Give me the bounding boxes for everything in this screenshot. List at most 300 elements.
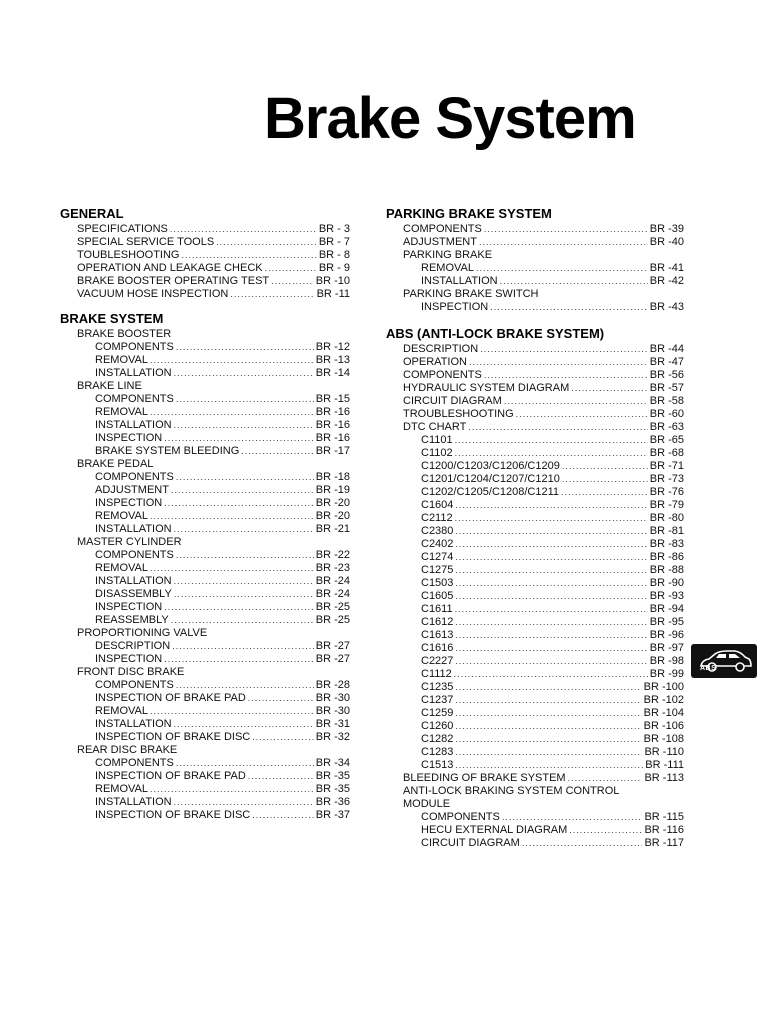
toc-entry[interactable] bbox=[60, 653, 350, 666]
toc-page-number: BR -113 bbox=[644, 772, 684, 784]
toc-page-number: BR -28 bbox=[315, 679, 350, 691]
toc-leader-dots bbox=[490, 301, 648, 314]
toc-leader-dots bbox=[174, 419, 314, 432]
toc-entry[interactable] bbox=[386, 824, 684, 837]
toc-entry bbox=[60, 458, 350, 471]
toc-leader-dots bbox=[455, 499, 647, 512]
toc-entry[interactable] bbox=[386, 551, 684, 564]
toc-leader-dots bbox=[479, 236, 648, 249]
toc-page-number: BR -108 bbox=[643, 733, 684, 745]
toc-entry[interactable] bbox=[60, 393, 350, 406]
toc-leader-dots bbox=[176, 549, 314, 562]
toc-entry-label: CIRCUIT DIAGRAM bbox=[403, 395, 502, 407]
toc-leader-dots bbox=[181, 249, 316, 262]
toc-entry-label: SPECIFICATIONS bbox=[77, 223, 168, 235]
toc-page-number: BR -41 bbox=[649, 262, 684, 274]
toc-entry[interactable] bbox=[386, 395, 684, 408]
toc-leader-dots bbox=[176, 757, 314, 770]
toc-entry-label: C1604 bbox=[421, 499, 454, 511]
toc-page-number: BR -16 bbox=[315, 406, 350, 418]
toc-leader-dots bbox=[216, 236, 317, 249]
toc-entry-list bbox=[60, 223, 350, 301]
toc-page-number: BR -79 bbox=[649, 499, 684, 511]
toc-entry[interactable] bbox=[386, 301, 684, 314]
toc-page-number: BR -20 bbox=[315, 510, 350, 522]
toc-leader-dots bbox=[176, 393, 314, 406]
toc-entry[interactable] bbox=[60, 275, 350, 288]
toc-page-number: BR -95 bbox=[649, 616, 684, 628]
toc-entry-label: MODULE bbox=[403, 798, 451, 810]
toc-entry-label: BRAKE LINE bbox=[77, 380, 142, 392]
toc-entry[interactable] bbox=[60, 341, 350, 354]
toc-page-number: BR -42 bbox=[649, 275, 684, 287]
toc-page-number: BR -16 bbox=[315, 432, 350, 444]
toc-leader-dots bbox=[174, 588, 314, 601]
toc-entry[interactable] bbox=[60, 471, 350, 484]
toc-leader-dots bbox=[455, 707, 641, 720]
toc-entry bbox=[386, 785, 684, 798]
toc-entry-label: REMOVAL bbox=[95, 705, 148, 717]
toc-page-number: BR -23 bbox=[315, 562, 350, 574]
toc-leader-dots bbox=[176, 341, 314, 354]
toc-page-number: BR -99 bbox=[649, 668, 684, 680]
toc-entry-label: REMOVAL bbox=[95, 406, 148, 418]
toc-leader-dots bbox=[484, 369, 648, 382]
toc-entry-label: ANTI-LOCK BRAKING SYSTEM CONTROL bbox=[403, 785, 620, 797]
toc-entry[interactable] bbox=[60, 510, 350, 523]
toc-page-number: BR -76 bbox=[649, 486, 684, 498]
toc-entry[interactable] bbox=[386, 746, 684, 759]
toc-entry-label: ADJUSTMENT bbox=[403, 236, 477, 248]
toc-leader-dots bbox=[150, 783, 314, 796]
toc-leader-dots bbox=[455, 603, 648, 616]
toc-page-number: BR - 8 bbox=[318, 249, 350, 261]
toc-entry[interactable] bbox=[386, 275, 684, 288]
toc-page-number: BR -43 bbox=[649, 301, 684, 313]
toc-entry-label: OPERATION bbox=[403, 356, 467, 368]
toc-entry-label: CIRCUIT DIAGRAM bbox=[421, 837, 520, 849]
toc-entry-label: ADJUSTMENT bbox=[95, 484, 169, 496]
toc-entry-label: BRAKE SYSTEM BLEEDING bbox=[95, 445, 240, 457]
toc-entry-label: BLEEDING OF BRAKE SYSTEM bbox=[403, 772, 566, 784]
toc-page-number: BR -25 bbox=[315, 601, 350, 613]
toc-entry[interactable] bbox=[60, 640, 350, 653]
toc-entry-label: TROUBLESHOOTING bbox=[403, 408, 514, 420]
toc-page-number: BR -21 bbox=[315, 523, 350, 535]
toc-leader-dots bbox=[455, 616, 647, 629]
toc-entry bbox=[386, 288, 684, 301]
toc-entry[interactable] bbox=[386, 811, 684, 824]
toc-page-number: BR -110 bbox=[644, 746, 684, 758]
toc-entry-label: C1101 bbox=[421, 434, 453, 446]
toc-entry-label: REMOVAL bbox=[95, 562, 148, 574]
toc-leader-dots bbox=[174, 523, 314, 536]
toc-entry-label: REMOVAL bbox=[95, 354, 148, 366]
toc-entry-label: INSTALLATION bbox=[95, 796, 172, 808]
toc-entry-label: COMPONENTS bbox=[403, 369, 482, 381]
toc-leader-dots bbox=[248, 770, 314, 783]
toc-entry-label: C1201/C1204/C1207/C1210 bbox=[421, 473, 560, 485]
toc-entry[interactable] bbox=[386, 421, 684, 434]
toc-entry-label: COMPONENTS bbox=[95, 341, 174, 353]
toc-page-number: BR -37 bbox=[315, 809, 350, 821]
toc-page-number: BR -10 bbox=[315, 275, 350, 287]
toc-entry[interactable] bbox=[60, 718, 350, 731]
toc-entry-label: HYDRAULIC SYSTEM DIAGRAM bbox=[403, 382, 570, 394]
toc-entry-label: DESCRIPTION bbox=[403, 343, 479, 355]
toc-leader-dots bbox=[569, 824, 642, 837]
toc-entry-list bbox=[386, 343, 684, 850]
toc-leader-dots bbox=[455, 694, 641, 707]
toc-leader-dots bbox=[480, 343, 648, 356]
toc-entry[interactable] bbox=[386, 681, 684, 694]
toc-entry-label: PARKING BRAKE SWITCH bbox=[403, 288, 539, 300]
toc-leader-dots bbox=[176, 679, 314, 692]
toc-page-number: BR -16 bbox=[315, 419, 350, 431]
toc-entry bbox=[60, 380, 350, 393]
toc-entry[interactable] bbox=[386, 668, 684, 681]
toc-leader-dots bbox=[455, 525, 647, 538]
toc-entry[interactable] bbox=[60, 223, 350, 236]
toc-entry[interactable] bbox=[60, 262, 350, 275]
toc-entry[interactable] bbox=[386, 577, 684, 590]
toc-entry-label: COMPONENTS bbox=[421, 811, 500, 823]
toc-page-number: BR -30 bbox=[315, 705, 350, 717]
toc-entry-label: DESCRIPTION bbox=[95, 640, 171, 652]
toc-entry-label: C2112 bbox=[421, 512, 453, 524]
toc-entry-label: C1275 bbox=[421, 564, 454, 576]
toc-page-number: BR -100 bbox=[643, 681, 684, 693]
toc-page-number: BR -17 bbox=[315, 445, 350, 457]
section-title: PARKING BRAKE SYSTEM bbox=[386, 206, 552, 221]
toc-entry-label: C1282 bbox=[421, 733, 454, 745]
toc-entry-label: HECU EXTERNAL DIAGRAM bbox=[421, 824, 568, 836]
toc-entry[interactable] bbox=[386, 538, 684, 551]
toc-entry[interactable] bbox=[60, 770, 350, 783]
toc-entry[interactable] bbox=[386, 525, 684, 538]
toc-page-number: BR -24 bbox=[315, 588, 350, 600]
toc-entry[interactable] bbox=[386, 720, 684, 733]
toc-entry-label: C1112 bbox=[421, 668, 452, 680]
toc-entry-label: PARKING BRAKE bbox=[403, 249, 493, 261]
toc-leader-dots bbox=[468, 421, 647, 434]
toc-entry-label: INSPECTION bbox=[95, 432, 163, 444]
toc-entry-label: MASTER CYLINDER bbox=[77, 536, 182, 548]
toc-leader-dots bbox=[455, 590, 647, 603]
toc-entry[interactable] bbox=[60, 236, 350, 249]
toc-entry[interactable] bbox=[60, 549, 350, 562]
toc-entry[interactable] bbox=[386, 655, 684, 668]
toc-entry[interactable] bbox=[386, 262, 684, 275]
toc-entry-label: C2402 bbox=[421, 538, 454, 550]
toc-entry-label: COMPONENTS bbox=[95, 471, 174, 483]
toc-page-number: BR -116 bbox=[644, 824, 684, 836]
toc-leader-dots bbox=[150, 705, 314, 718]
toc-entry[interactable] bbox=[386, 223, 684, 236]
toc-leader-dots bbox=[164, 432, 314, 445]
toc-leader-dots bbox=[455, 746, 642, 759]
toc-leader-dots bbox=[571, 382, 648, 395]
toc-entry[interactable] bbox=[386, 434, 684, 447]
toc-leader-dots bbox=[172, 640, 314, 653]
toc-page-number: BR -96 bbox=[649, 629, 684, 641]
section-tab-badge[interactable] bbox=[691, 644, 757, 678]
toc-leader-dots bbox=[150, 354, 314, 367]
toc-leader-dots bbox=[271, 275, 314, 288]
toc-leader-dots bbox=[500, 275, 648, 288]
section-title: ABS (ANTI-LOCK BRAKE SYSTEM) bbox=[386, 326, 605, 341]
toc-entry-label: PROPORTIONING VALVE bbox=[77, 627, 208, 639]
toc-leader-dots bbox=[150, 406, 314, 419]
toc-entry[interactable] bbox=[60, 367, 350, 380]
toc-entry-label: C2380 bbox=[421, 525, 454, 537]
toc-entry-label: REAR DISC BRAKE bbox=[77, 744, 178, 756]
toc-entry-label: C1259 bbox=[421, 707, 454, 719]
toc-entry[interactable] bbox=[386, 356, 684, 369]
toc-entry-label: COMPONENTS bbox=[403, 223, 482, 235]
toc-entry[interactable] bbox=[386, 603, 684, 616]
toc-entry-label: C1260 bbox=[421, 720, 454, 732]
toc-entry-label: DTC CHART bbox=[403, 421, 467, 433]
toc-entry[interactable] bbox=[386, 759, 684, 772]
toc-page-number: BR -35 bbox=[315, 770, 350, 782]
toc-entry-label: INSPECTION bbox=[95, 653, 163, 665]
toc-entry[interactable] bbox=[60, 588, 350, 601]
toc-entry[interactable] bbox=[60, 354, 350, 367]
toc-entry-label: INSPECTION bbox=[95, 497, 163, 509]
toc-entry[interactable] bbox=[60, 796, 350, 809]
toc-entry-label: INSPECTION OF BRAKE PAD bbox=[95, 692, 246, 704]
toc-leader-dots bbox=[174, 575, 314, 588]
toc-entry-label: C1283 bbox=[421, 746, 454, 758]
toc-leader-dots bbox=[455, 512, 648, 525]
toc-leader-dots bbox=[150, 562, 314, 575]
toc-entry[interactable] bbox=[386, 382, 684, 395]
toc-page-number: BR -86 bbox=[649, 551, 684, 563]
toc-entry[interactable] bbox=[386, 343, 684, 356]
toc-page-number: BR -14 bbox=[315, 367, 350, 379]
toc-entry[interactable] bbox=[386, 447, 684, 460]
toc-page-number: BR -102 bbox=[643, 694, 684, 706]
toc-leader-dots bbox=[174, 367, 314, 380]
toc-entry-label: INSTALLATION bbox=[95, 419, 172, 431]
toc-entry[interactable] bbox=[60, 809, 350, 822]
toc-page-number: BR -94 bbox=[649, 603, 684, 615]
toc-page-number: BR -83 bbox=[649, 538, 684, 550]
toc-entry[interactable] bbox=[386, 629, 684, 642]
toc-leader-dots bbox=[455, 447, 648, 460]
toc-entry-label: REMOVAL bbox=[421, 262, 474, 274]
toc-entry[interactable] bbox=[60, 249, 350, 262]
toc-entry[interactable] bbox=[60, 575, 350, 588]
toc-entry bbox=[60, 328, 350, 341]
toc-leader-dots bbox=[171, 614, 314, 627]
toc-page-number: BR -39 bbox=[649, 223, 684, 235]
toc-leader-dots bbox=[455, 655, 647, 668]
toc-entry-label: REMOVAL bbox=[95, 783, 148, 795]
toc-leader-dots bbox=[455, 733, 641, 746]
toc-entry[interactable] bbox=[60, 757, 350, 770]
toc-leader-dots bbox=[455, 759, 643, 772]
toc-entry[interactable] bbox=[386, 408, 684, 421]
toc-section bbox=[60, 310, 350, 822]
toc-entry[interactable] bbox=[386, 772, 684, 785]
toc-entry-label: C1612 bbox=[421, 616, 454, 628]
toc-leader-dots bbox=[455, 642, 647, 655]
toc-entry-label: VACUUM HOSE INSPECTION bbox=[77, 288, 229, 300]
toc-entry[interactable] bbox=[60, 432, 350, 445]
toc-entry[interactable] bbox=[386, 707, 684, 720]
toc-entry[interactable] bbox=[60, 705, 350, 718]
toc-leader-dots bbox=[502, 811, 643, 824]
toc-entry[interactable] bbox=[386, 236, 684, 249]
toc-page-number: BR -111 bbox=[645, 759, 684, 771]
section-title: BRAKE SYSTEM bbox=[60, 311, 164, 326]
toc-entry[interactable] bbox=[386, 564, 684, 577]
toc-entry-label: INSTALLATION bbox=[95, 523, 172, 535]
toc-entry-label: C1102 bbox=[421, 447, 453, 459]
toc-entry bbox=[386, 249, 684, 262]
toc-entry[interactable] bbox=[60, 484, 350, 497]
toc-entry[interactable] bbox=[386, 642, 684, 655]
toc-page-number: BR -93 bbox=[649, 590, 684, 602]
toc-leader-dots bbox=[230, 288, 314, 301]
toc-entry[interactable] bbox=[60, 731, 350, 744]
toc-entry[interactable] bbox=[60, 497, 350, 510]
toc-page-number: BR -56 bbox=[649, 369, 684, 381]
toc-entry-label: C1200/C1203/C1206/C1209 bbox=[421, 460, 560, 472]
toc-entry-label: DISASSEMBLY bbox=[95, 588, 172, 600]
toc-entry[interactable] bbox=[386, 694, 684, 707]
toc-leader-dots bbox=[476, 262, 648, 275]
toc-entry[interactable] bbox=[60, 445, 350, 458]
toc-leader-dots bbox=[455, 538, 647, 551]
toc-entry[interactable] bbox=[60, 614, 350, 627]
toc-leader-dots bbox=[455, 434, 648, 447]
toc-page-number: BR -20 bbox=[315, 497, 350, 509]
toc-entry-label: C1605 bbox=[421, 590, 454, 602]
toc-entry[interactable] bbox=[386, 837, 684, 850]
toc-page-number: BR -65 bbox=[649, 434, 684, 446]
toc-leader-dots bbox=[455, 681, 641, 694]
toc-entry-label: INSPECTION bbox=[95, 601, 163, 613]
toc-entry-label: C1235 bbox=[421, 681, 454, 693]
toc-leader-dots bbox=[455, 629, 647, 642]
toc-page-number: BR -68 bbox=[649, 447, 684, 459]
toc-page-number: BR -71 bbox=[649, 460, 684, 472]
toc-leader-dots bbox=[150, 510, 314, 523]
toc-entry-label: C1237 bbox=[421, 694, 454, 706]
toc-entry-label: C1616 bbox=[421, 642, 454, 654]
toc-leader-dots bbox=[164, 601, 314, 614]
toc-page-number: BR -18 bbox=[315, 471, 350, 483]
toc-page-number: BR -22 bbox=[315, 549, 350, 561]
toc-page-number: BR -104 bbox=[643, 707, 684, 719]
toc-page-number: BR -63 bbox=[649, 421, 684, 433]
toc-entry-label: OPERATION AND LEAKAGE CHECK bbox=[77, 262, 263, 274]
toc-leader-dots bbox=[176, 471, 314, 484]
toc-leader-dots bbox=[171, 484, 314, 497]
toc-leader-dots bbox=[516, 408, 648, 421]
toc-leader-dots bbox=[504, 395, 648, 408]
toc-entry[interactable] bbox=[60, 523, 350, 536]
toc-entry-label: BRAKE PEDAL bbox=[77, 458, 154, 470]
toc-leader-dots bbox=[454, 668, 648, 681]
toc-entry[interactable] bbox=[386, 369, 684, 382]
toc-entry[interactable] bbox=[60, 419, 350, 432]
toc-entry[interactable] bbox=[386, 499, 684, 512]
toc-leader-dots bbox=[561, 486, 648, 499]
toc-entry-label: INSTALLATION bbox=[95, 718, 172, 730]
toc-entry-label: C1611 bbox=[421, 603, 453, 615]
toc-leader-dots bbox=[484, 223, 648, 236]
toc-entry[interactable] bbox=[60, 288, 350, 301]
toc-entry[interactable] bbox=[386, 486, 684, 499]
toc-leader-dots bbox=[455, 577, 647, 590]
toc-entry[interactable] bbox=[386, 473, 684, 486]
toc-page-number: BR -117 bbox=[644, 837, 684, 849]
toc-page-number: BR -34 bbox=[315, 757, 350, 769]
toc-entry[interactable] bbox=[60, 692, 350, 705]
toc-entry-label: C1202/C1205/C1208/C1211 bbox=[421, 486, 560, 498]
toc-leader-dots bbox=[164, 497, 314, 510]
toc-page-number: BR -106 bbox=[643, 720, 684, 732]
toc-entry bbox=[60, 627, 350, 640]
toc-page-number: BR -73 bbox=[649, 473, 684, 485]
toc-page-number: BR -58 bbox=[649, 395, 684, 407]
toc-entry[interactable] bbox=[386, 460, 684, 473]
toc-entry-label: COMPONENTS bbox=[95, 549, 174, 561]
toc-entry-label: INSTALLATION bbox=[421, 275, 498, 287]
toc-entry[interactable] bbox=[386, 590, 684, 603]
toc-section bbox=[386, 205, 684, 314]
toc-entry-label: BRAKE BOOSTER bbox=[77, 328, 172, 340]
toc-page-number: BR -27 bbox=[315, 653, 350, 665]
toc-page-number: BR -25 bbox=[315, 614, 350, 626]
toc-leader-dots bbox=[455, 720, 641, 733]
toc-entry[interactable] bbox=[60, 783, 350, 796]
toc-page-number: BR -80 bbox=[649, 512, 684, 524]
toc-leader-dots bbox=[455, 564, 647, 577]
toc-page-number: BR - 7 bbox=[318, 236, 350, 248]
toc-entry bbox=[60, 666, 350, 679]
toc-page-number: BR -32 bbox=[315, 731, 350, 743]
toc-page-number: BR -27 bbox=[315, 640, 350, 652]
toc-entry-label: INSTALLATION bbox=[95, 367, 172, 379]
toc-entry-label: INSPECTION OF BRAKE DISC bbox=[95, 809, 251, 821]
toc-entry-label: C1274 bbox=[421, 551, 454, 563]
toc-page-number: BR -11 bbox=[316, 288, 350, 300]
toc-entry[interactable] bbox=[60, 406, 350, 419]
toc-entry[interactable] bbox=[386, 733, 684, 746]
toc-leader-dots bbox=[562, 460, 648, 473]
toc-entry[interactable] bbox=[60, 679, 350, 692]
toc-page-number: BR -13 bbox=[315, 354, 350, 366]
page-title: Brake System bbox=[264, 86, 636, 151]
toc-entry[interactable] bbox=[386, 512, 684, 525]
toc-entry bbox=[60, 744, 350, 757]
toc-entry[interactable] bbox=[60, 562, 350, 575]
toc-entry-label: REMOVAL bbox=[95, 510, 148, 522]
toc-page-number: BR -57 bbox=[649, 382, 684, 394]
toc-page-number: BR -12 bbox=[315, 341, 350, 353]
toc-entry[interactable] bbox=[386, 616, 684, 629]
toc-entry[interactable] bbox=[60, 601, 350, 614]
toc-entry-label: BRAKE BOOSTER OPERATING TEST bbox=[77, 275, 270, 287]
toc-page-number: BR -15 bbox=[315, 393, 350, 405]
toc-entry-label: INSTALLATION bbox=[95, 575, 172, 587]
toc-entry-list bbox=[386, 223, 684, 314]
